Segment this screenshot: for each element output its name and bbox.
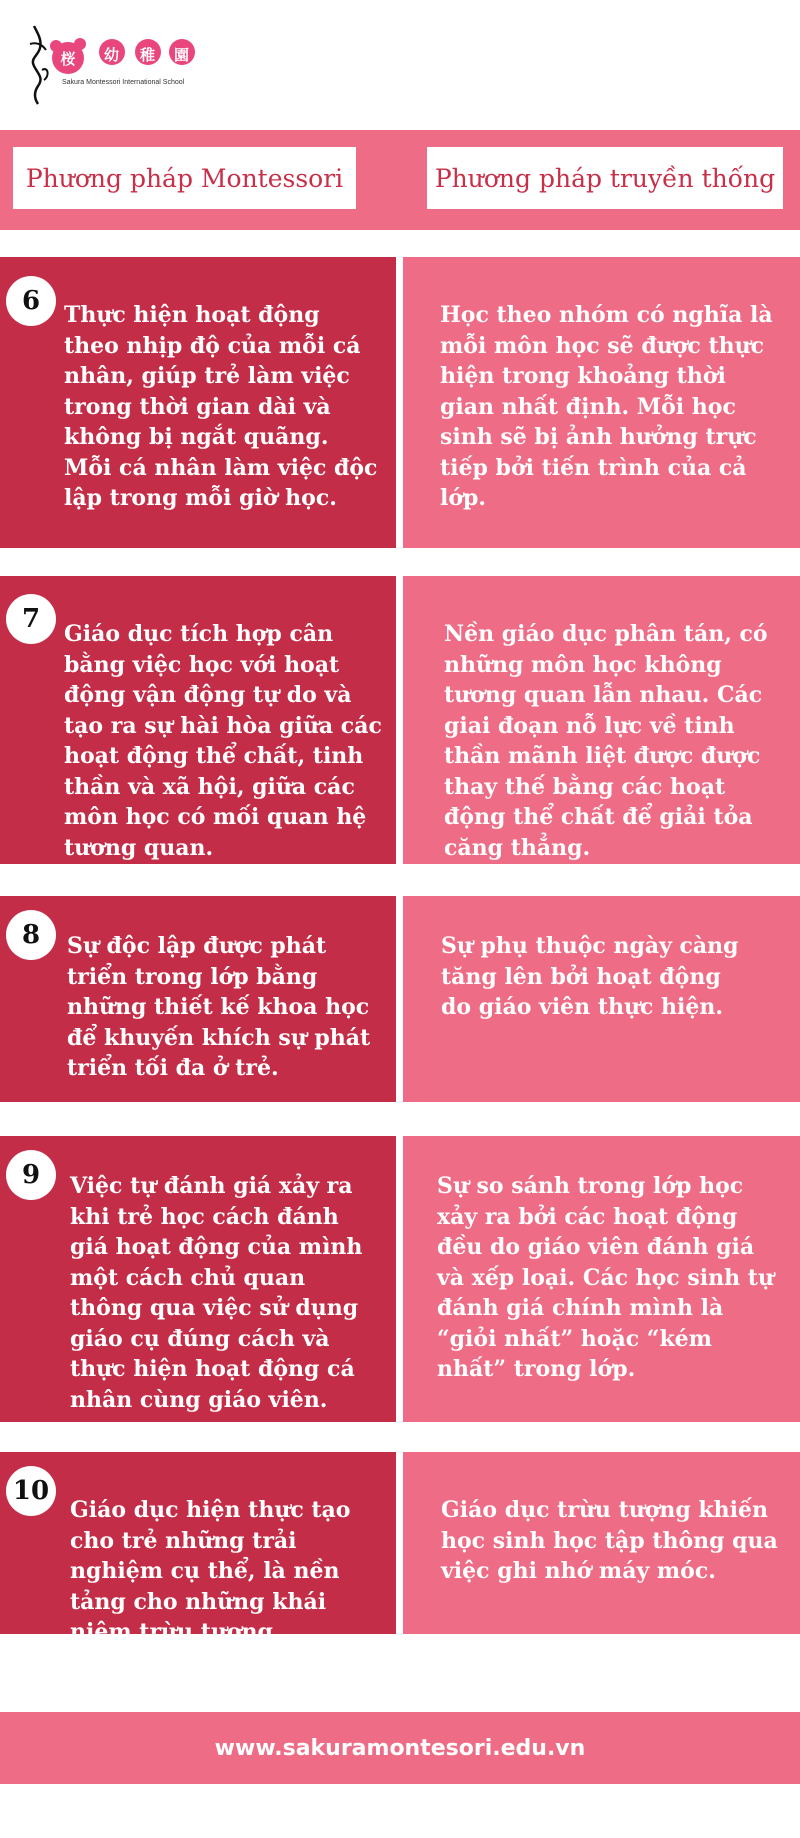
- traditional-panel-6: [403, 257, 800, 548]
- montessori-text-6: Thực hiện hoạt động theo nhịp độ của mỗi cá nhân, giúp trẻ làm việc trong thời gian dài và không bị ngắt quãng. Mỗi cá nhân làm việc độc lập trong mỗi giờ học.: [64, 302, 378, 511]
- traditional-panel-7: [403, 576, 800, 864]
- footer-bar: [0, 1712, 800, 1784]
- logo-kanji-2: 稚: [140, 46, 156, 64]
- montessori-text-8: Sự độc lập được phát triển trong lớp bằng những thiết kế khoa học để khuyến khích sự phát triển tối đa ở trẻ.: [67, 933, 371, 1081]
- number-badge-6: 6: [6, 276, 56, 326]
- montessori-panel-10: [0, 1452, 396, 1645]
- traditional-text-8: Sự phụ thuộc ngày càng tăng lên bởi hoạt động do giáo viên thực hiện.: [441, 933, 739, 1020]
- traditional-text-7: Nền giáo dục phân tán, có những môn học không tương quan lẫn nhau. Các giai đoạn nỗ lực về tinh thần mãnh liệt được được thay thế bằng các hoạt động thể chất để giải tỏa căng thẳng.: [444, 621, 768, 861]
- header-traditional-title: Phương pháp truyền thống: [427, 147, 783, 209]
- traditional-text-6: Học theo nhóm có nghĩa là mỗi môn học sẽ được thực hiện trong khoảng thời gian nhất định. Mỗi học sinh sẽ bị ảnh hưởng trực tiếp bởi tiến trình của cả lớp.: [440, 302, 773, 511]
- montessori-panel-6: [0, 257, 396, 548]
- montessori-text-10: Giáo dục hiện thực tạo cho trẻ những trải nghiệm cụ thể, là nền tảng cho những khái niệm trừu tượng.: [70, 1497, 351, 1645]
- number-badge-9: 9: [6, 1150, 56, 1200]
- montessori-panel-7: [0, 576, 396, 864]
- traditional-text-10: Giáo dục trừu tượng khiến học sinh học tập thông qua việc ghi nhớ máy móc.: [441, 1497, 778, 1584]
- montessori-panel-9: [0, 1136, 396, 1422]
- number-badge-7: 7: [6, 594, 56, 644]
- montessori-text-9: Việc tự đánh giá xảy ra khi trẻ học cách đánh giá hoạt động của mình một cách chủ quan thông qua việc sử dụng giáo cụ đúng cách và thực hiện hoạt động cá nhân cùng giáo viên.: [70, 1173, 363, 1413]
- traditional-panel-9: [403, 1136, 800, 1422]
- number-badge-10: 10: [6, 1466, 56, 1516]
- number-badge-8: 8: [6, 910, 56, 960]
- logo-kanji-3: 園: [174, 46, 190, 64]
- traditional-panel-10: [403, 1452, 800, 1634]
- traditional-text-9: Sự so sánh trong lớp học xảy ra bởi các hoạt động đều do giáo viên đánh giá và xếp loại. Các học sinh tự đánh giá chính mình là “giỏi nhất” hoặc “kém nhất” trong lớp.: [437, 1173, 774, 1382]
- logo-kanji-1: 幼: [104, 46, 120, 64]
- traditional-panel-8: [403, 896, 800, 1102]
- website-link[interactable]: www.sakuramontesori.edu.vn: [214, 1735, 586, 1761]
- svg-text:桜: 桜: [60, 50, 76, 68]
- logo-caption: Sakura Montessori International School: [62, 79, 185, 86]
- montessori-text-7: Giáo dục tích hợp cân bằng việc học với hoạt động vận động tự do và tạo ra sự hài hòa giữa các hoạt động thể chất, tinh thần và xã hội, giữa các môn học có mối quan hệ tương quan.: [64, 621, 382, 861]
- montessori-panel-8: [0, 896, 396, 1102]
- school-logo: [28, 22, 198, 106]
- header-montessori-title: Phương pháp Montessori: [13, 147, 356, 209]
